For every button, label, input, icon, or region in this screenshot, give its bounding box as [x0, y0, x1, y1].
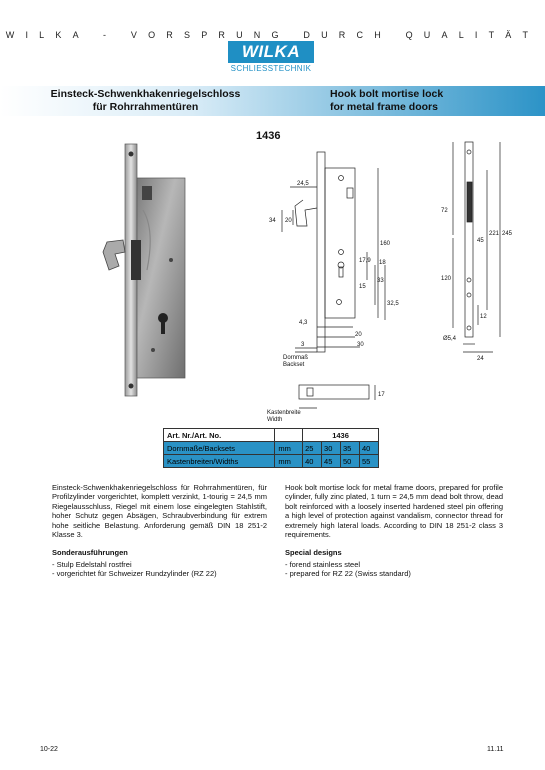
title-english	[330, 88, 530, 114]
wilka-logo	[228, 41, 314, 73]
spec-header-unit-spacer	[275, 429, 303, 442]
description-german: Einsteck-Schwenkhakenriegelschloss für Rohrrahmentüren, für Profilzylinder vorgerichtet, komplett verzinkt, 1-tourig = 24,5 mm Riegelausschluss, Riegel mit einem lose eingelegten Stahlstift, hoher Schutz gegen Absägen, Schraubverbindung für extrem hohe seitliche Belastung. Anforderung gemäß DIN 18 251-2 Klasse 3.	[52, 483, 267, 540]
spec-table	[163, 428, 379, 468]
dim-245: 245	[502, 231, 513, 237]
title-band	[0, 86, 545, 116]
page-number-left: 10-22	[40, 746, 58, 753]
dim-72: 72	[441, 208, 448, 214]
special-designs-title-german: Sonderausführungen	[52, 548, 128, 558]
dim-30: 30	[357, 342, 364, 348]
title-english-line2: for metal frame doors	[330, 101, 438, 113]
spec-cell: 25	[303, 442, 322, 455]
logo-wordmark: WILKA	[228, 41, 314, 63]
dim-3: 3	[301, 342, 305, 348]
dim-12: 12	[480, 314, 487, 320]
spec-row-widths	[164, 455, 379, 468]
title-german	[38, 88, 253, 114]
spec-cell: 35	[341, 442, 360, 455]
spec-cell: 55	[359, 455, 378, 468]
dim-34: 34	[269, 218, 276, 224]
dim-5-4: Ø5,4	[443, 336, 457, 342]
spec-table-header-row	[164, 429, 379, 442]
page-date-right: 11.11	[487, 746, 504, 753]
label-backset: Backset	[283, 362, 305, 368]
special-item-german: - Stulp Edelstahl rostfrei	[52, 559, 132, 569]
spec-cell: 40	[303, 455, 322, 468]
dim-24: 24	[477, 356, 484, 362]
dim-120: 120	[441, 276, 452, 282]
dim-221: 221	[489, 231, 500, 237]
title-german-line2: für Rohrrahmentüren	[92, 101, 199, 113]
special-designs-title-english: Special designs	[285, 548, 342, 558]
dim-20b: 20	[355, 332, 362, 338]
dim-45: 45	[477, 238, 484, 244]
model-number: 1436	[256, 130, 281, 142]
title-german-line1: Einsteck-Schwenkhakenriegelschloss	[50, 88, 241, 100]
lock-photo	[95, 140, 195, 402]
drawing-forend-front	[465, 142, 473, 337]
special-item-german: - vorgerichtet für Schweizer Rundzylinder (RZ 22)	[52, 569, 217, 579]
dim-33: 33	[377, 278, 384, 284]
special-item-english: - forend stainless steel	[285, 559, 361, 569]
technical-drawing	[255, 130, 530, 425]
spec-cell: 40	[359, 442, 378, 455]
dim-20a: 20	[285, 218, 292, 224]
drawing-forend-side	[317, 152, 325, 352]
spec-row-backsets	[164, 442, 379, 455]
tagline: WILKA - VORSPRUNG DURCH QUALITÄT	[5, 30, 540, 40]
spec-row-label: Dornmaße/Backsets	[164, 442, 275, 455]
dim-32-5: 32,5	[387, 301, 399, 307]
special-item-english: - prepared for RZ 22 (Swiss standard)	[285, 569, 411, 579]
description-english: Hook bolt mortise lock for metal frame doors, prepared for profile cylinder, fully zinc plated, 1 turn = 24,5 mm dead bolt throw, dead bolt reinforced with a loosely inserted hardened steel pin offering a high level of protection against vandalism, connector thread for extremely high lateral loads. According to DIN 18 251-2 class 3 requirements.	[285, 483, 503, 540]
spec-row-unit: mm	[275, 455, 303, 468]
dim-17: 17	[378, 392, 385, 398]
drawing-case-side	[325, 168, 355, 318]
spec-row-label: Kastenbreiten/Widths	[164, 455, 275, 468]
spec-cell: 50	[341, 455, 360, 468]
english-column	[285, 483, 503, 579]
dim-4-3: 4,3	[299, 320, 308, 326]
dim-160: 160	[380, 241, 391, 247]
spec-header-label: Art. Nr./Art. No.	[164, 429, 275, 442]
dim-17-9: 17,9	[359, 258, 371, 264]
label-width: Width	[267, 417, 283, 423]
spec-cell: 45	[322, 455, 341, 468]
dim-24-5: 24,5	[297, 181, 309, 187]
spec-row-unit: mm	[275, 442, 303, 455]
logo-subtitle: SCHLIESSTECHNIK	[230, 64, 312, 73]
german-column	[52, 483, 267, 579]
title-english-line1: Hook bolt mortise lock	[330, 88, 444, 100]
dim-15: 15	[359, 284, 366, 290]
spec-cell: 30	[322, 442, 341, 455]
dim-18: 18	[379, 260, 386, 266]
label-kastenbreite: Kastenbreite	[267, 410, 301, 416]
spec-header-value: 1436	[303, 429, 379, 442]
label-dornmass: Dornmaß	[283, 355, 309, 361]
